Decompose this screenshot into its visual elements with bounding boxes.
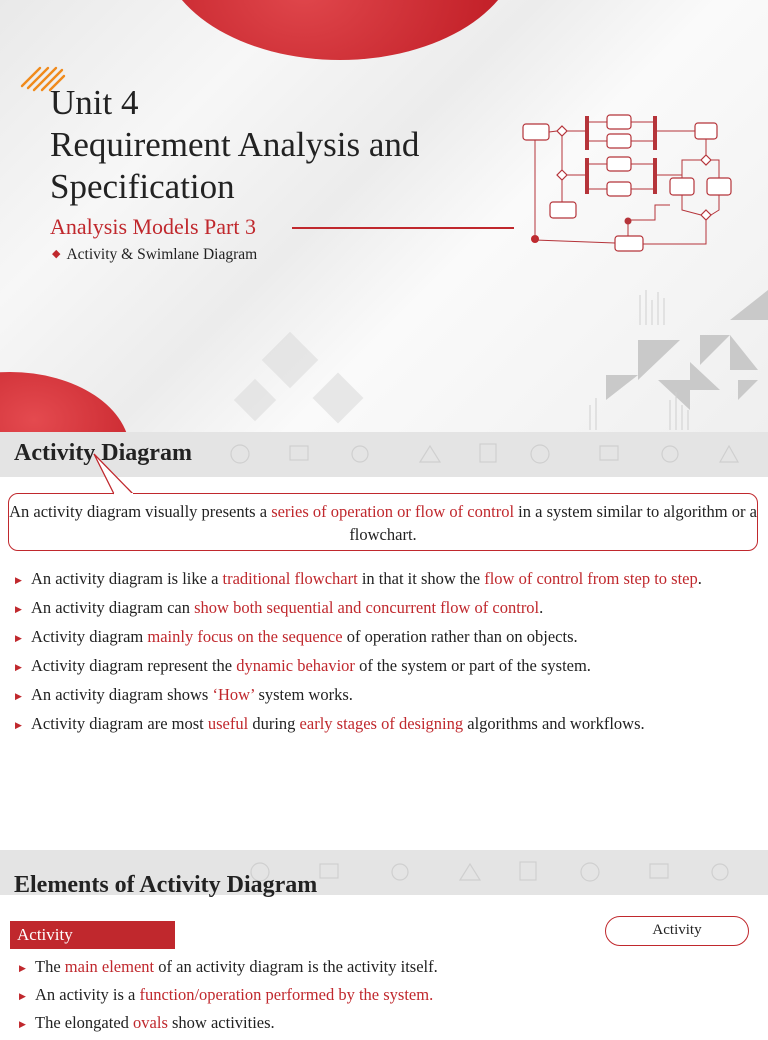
grey-diamond-pattern — [230, 330, 390, 440]
section-label: Activity — [10, 921, 175, 949]
highlight-text: mainly focus on the sequence — [147, 627, 343, 646]
highlight-text: dynamic behavior — [236, 656, 355, 675]
bullet-item — [18, 984, 758, 1006]
title-line: Requirement Analysis and — [50, 125, 420, 164]
bullet-text: show activities. — [167, 1013, 275, 1032]
grey-triangle-pattern — [580, 280, 768, 430]
bullet-text: Activity diagram — [31, 627, 148, 646]
bullet-text: Activity diagram represent the — [31, 656, 237, 675]
highlight-text: traditional flowchart — [222, 569, 358, 588]
activity-diagram-slide — [0, 432, 768, 850]
bullet-text: during — [248, 714, 300, 733]
callout-highlight: series of operation or flow of control — [271, 502, 515, 521]
bullet-text: of the system or part of the system. — [354, 656, 591, 675]
bullet-text: The — [35, 957, 65, 976]
slide-heading: Elements of Activity Diagram — [14, 872, 318, 898]
bullet-text: in that it show the — [357, 569, 485, 588]
bullet-text: system works. — [254, 685, 353, 704]
elements-slide — [0, 850, 768, 1032]
bullet-item — [14, 655, 760, 677]
bullet-item — [18, 1012, 758, 1034]
bullet-text: algorithms and workflows. — [463, 714, 645, 733]
diamond-bullet-icon: ◆ — [52, 248, 61, 260]
bullet-item — [14, 626, 760, 648]
callout-text: An activity diagram visually presents a — [9, 502, 272, 521]
title-line: Specification — [50, 167, 235, 206]
definition-callout — [8, 493, 758, 551]
bullet-item — [14, 713, 760, 735]
bullet-text: of operation rather than on objects. — [342, 627, 578, 646]
bullet-text: The elongated — [35, 1013, 134, 1032]
callout-text: in a system similar to algorithm or a flowchart. — [349, 502, 757, 544]
highlight-text: function/operation performed by the system. — [139, 985, 434, 1004]
slide-subtitle: Analysis Models Part 3 — [50, 214, 256, 239]
background-icons-pattern — [200, 432, 768, 477]
activity-oval-shape: Activity — [605, 916, 749, 946]
bullet-text: of an activity diagram is the activity itself. — [154, 957, 438, 976]
bullet-list — [14, 568, 760, 742]
highlight-text: main element — [64, 957, 155, 976]
highlight-text: show both sequential and concurrent flow of control — [194, 598, 540, 617]
bullet-item — [14, 568, 760, 590]
highlight-text: flow of control from step to step — [484, 569, 698, 588]
bullet-item — [18, 956, 758, 978]
subtitle-divider — [292, 227, 514, 229]
bullet-text: . — [539, 598, 544, 617]
bullet-item — [14, 597, 760, 619]
red-decorative-shape — [160, 0, 520, 60]
bullet-item — [14, 684, 760, 706]
highlight-text: early stages of designing — [299, 714, 464, 733]
bullet-text: Activity diagram are most — [31, 714, 208, 733]
callout-pointer — [84, 454, 134, 495]
bullet-list — [18, 956, 758, 1040]
bullet-text: An activity diagram can — [31, 598, 195, 617]
highlight-text: ovals — [133, 1013, 168, 1032]
slide-title — [50, 82, 419, 208]
bullet-text: An activity diagram is like a — [31, 569, 223, 588]
title-line: Unit 4 — [50, 83, 139, 122]
bullet-text: An activity diagram shows — [31, 685, 213, 704]
subtitle-bullet — [52, 246, 257, 264]
highlight-text: useful — [207, 714, 249, 733]
highlight-text: ‘How’ — [212, 685, 255, 704]
bullet-text: . — [697, 569, 702, 588]
slide-heading: Activity Diagram — [14, 440, 192, 466]
bullet-text: An activity is a — [35, 985, 140, 1004]
title-slide — [0, 0, 768, 432]
bullet-text: Activity & Swimlane Diagram — [66, 246, 258, 263]
activity-flow-illustration — [510, 110, 740, 260]
